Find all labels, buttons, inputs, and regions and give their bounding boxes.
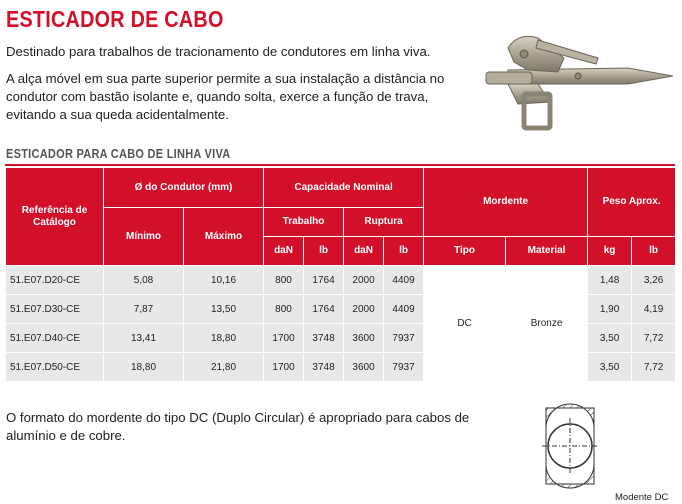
cell-work-dan: 1700 xyxy=(264,324,304,353)
header-weight: Peso Aprox. xyxy=(588,168,676,237)
cell-kg: 3,50 xyxy=(588,353,632,382)
cell-kg: 1,90 xyxy=(588,295,632,324)
cell-rupture-dan: 3600 xyxy=(344,353,384,382)
cell-rupture-lb: 7937 xyxy=(384,324,424,353)
cell-min: 5,08 xyxy=(104,266,184,295)
cell-lb: 7,72 xyxy=(632,324,676,353)
cell-rupture-lb: 4409 xyxy=(384,295,424,324)
cell-max: 18,80 xyxy=(184,324,264,353)
cell-jaw-type: DC xyxy=(424,266,506,382)
cell-ref: 51.E07.D30-CE xyxy=(6,295,104,324)
header-material: Material xyxy=(506,237,588,266)
header-work: Trabalho xyxy=(264,208,344,237)
cell-rupture-lb: 7937 xyxy=(384,353,424,382)
cell-lb: 7,72 xyxy=(632,353,676,382)
title-divider xyxy=(5,164,675,166)
header-kg: kg xyxy=(588,237,632,266)
header-rupture-dan: daN xyxy=(344,237,384,266)
cell-lb: 3,26 xyxy=(632,266,676,295)
header-rupture: Ruptura xyxy=(344,208,424,237)
cell-work-lb: 1764 xyxy=(304,266,344,295)
spec-table xyxy=(5,167,676,382)
cell-max: 10,16 xyxy=(184,266,264,295)
cell-rupture-lb: 4409 xyxy=(384,266,424,295)
cell-work-lb: 3748 xyxy=(304,324,344,353)
cell-jaw-material: Bronze xyxy=(506,266,588,382)
cell-ref: 51.E07.D40-CE xyxy=(6,324,104,353)
cell-ref: 51.E07.D50-CE xyxy=(6,353,104,382)
header-nominal-capacity: Capacidade Nominal xyxy=(264,168,424,208)
cell-min: 7,87 xyxy=(104,295,184,324)
header-rupture-lb: lb xyxy=(384,237,424,266)
cell-work-dan: 1700 xyxy=(264,353,304,382)
cell-work-lb: 3748 xyxy=(304,353,344,382)
header-work-dan: daN xyxy=(264,237,304,266)
header-work-lb: lb xyxy=(304,237,344,266)
cell-kg: 1,48 xyxy=(588,266,632,295)
table-row xyxy=(6,266,676,295)
intro-line-2: A alça móvel em sua parte superior permite a sua instalação a distância no condutor com bastão isolante e, quando solta, exerce a função de trava, evitando a sua queda acidentalmente. xyxy=(6,71,445,122)
cell-rupture-dan: 2000 xyxy=(344,266,384,295)
cell-max: 21,80 xyxy=(184,353,264,382)
footer-text: O formato do mordente do tipo DC (Duplo Circular) é apropriado para cabos de alumínio e de cobre. xyxy=(6,410,470,443)
cell-ref: 51.E07.D20-CE xyxy=(6,266,104,295)
cell-max: 13,50 xyxy=(184,295,264,324)
cell-min: 13,41 xyxy=(104,324,184,353)
cell-kg: 3,50 xyxy=(588,324,632,353)
header-minimum: Mínimo xyxy=(104,208,184,266)
cell-work-dan: 800 xyxy=(264,266,304,295)
header-maximum: Máximo xyxy=(184,208,264,266)
page-title: ESTICADOR DE CABO xyxy=(6,6,224,32)
cell-rupture-dan: 2000 xyxy=(344,295,384,324)
diagram-caption: Modente DC xyxy=(615,492,669,503)
cell-min: 18,80 xyxy=(104,353,184,382)
header-reference: Referência de Catálogo xyxy=(6,168,104,266)
intro-line-1: Destinado para trabalhos de tracionamento de condutores em linha viva. xyxy=(6,44,431,59)
dc-jaw-diagram xyxy=(540,402,680,504)
header-conductor-diameter: Ø do Condutor (mm) xyxy=(104,168,264,208)
cell-lb: 4,19 xyxy=(632,295,676,324)
header-jaw: Mordente xyxy=(424,168,588,237)
header-type: Tipo xyxy=(424,237,506,266)
cell-work-lb: 1764 xyxy=(304,295,344,324)
cable-grip-illustration xyxy=(478,28,678,136)
cell-rupture-dan: 3600 xyxy=(344,324,384,353)
cell-work-dan: 800 xyxy=(264,295,304,324)
table-title: ESTICADOR PARA CABO DE LINHA VIVA xyxy=(6,147,231,161)
header-weight-lb: lb xyxy=(632,237,676,266)
